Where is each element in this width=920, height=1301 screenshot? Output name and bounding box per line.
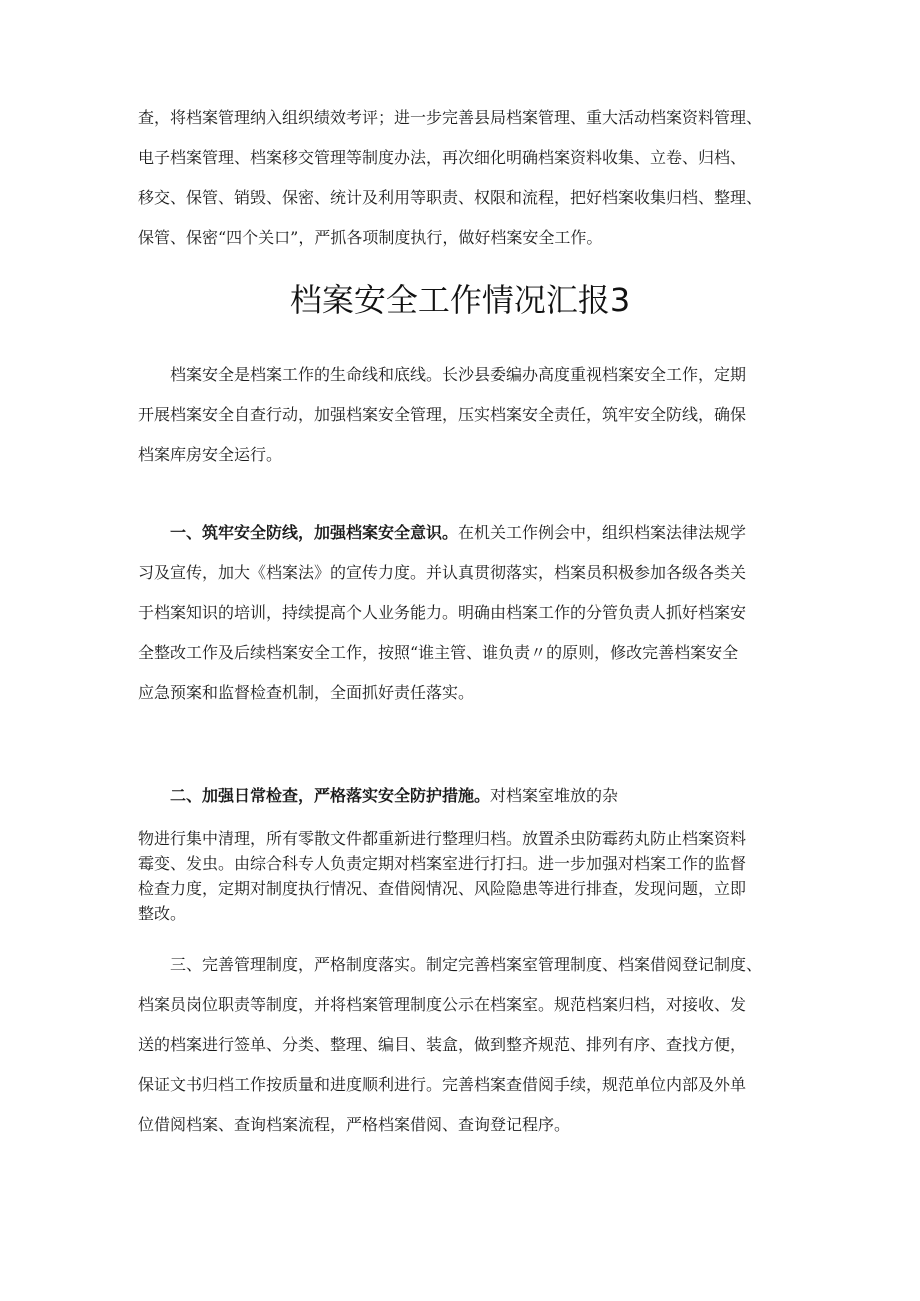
paragraph-line: 三、完善管理制度，严格制度落实。制定完善档案室管理制度、档案借阅登记制度、: [170, 955, 763, 974]
section-2-lead-text: 对档案室堆放的杂: [490, 786, 619, 805]
paragraph-line: 检查力度，定期对制度执行情况、查借阅情况、风险隐患等进行排查，发现问题，立即: [138, 879, 747, 898]
paragraph-line: 档案员岗位职责等制度，并将档案管理制度公示在档案室。规范档案归档，对接收、发: [138, 995, 747, 1014]
section-1-lead-text: 在机关工作例会中，组织档案法律法规学: [458, 523, 747, 542]
paragraph-line: 物进行集中清理，所有零散文件都重新进行整理归档。放置杀虫防霉药丸防止档案资料: [138, 829, 747, 848]
section-1: [138, 513, 798, 713]
document-title: 档案安全工作情况汇报3: [289, 281, 631, 319]
intro-line: 保管、保密“四个关口”，严抓各项制度执行，做好档案安全工作。: [138, 228, 603, 247]
intro-line: 查，将档案管理纳入组织绩效考评；进一步完善县局档案管理、重大活动档案资料管理、: [138, 108, 763, 127]
paragraph-line: 档案库房安全运行。: [138, 445, 283, 464]
paragraph-line: 霉变、发虫。由综合科专人负责定期对档案室进行打扫。进一步加强对档案工作的监督: [138, 854, 747, 873]
section-2-heading: 二、加强日常检查，严格落实安全防护措施。: [170, 786, 491, 805]
paragraph-line: 开展档案安全自查行动，加强档案安全管理，压实档案安全责任，筑牢安全防线，确保: [138, 405, 747, 424]
paragraph-line: 送的档案进行签单、分类、整理、编目、装盒，做到整齐规范、排列有序、查找方便，: [138, 1035, 747, 1054]
section-2-body: [138, 826, 798, 926]
section-2-first-line: [138, 776, 798, 816]
section-2-heading-line: [138, 776, 798, 816]
paragraph-line: 应急预案和监督检查机制，全面抓好责任落实。: [138, 683, 475, 702]
paragraph-line: 于档案知识的培训，持续提高个人业务能力。明确由档案工作的分管负责人抓好档案安: [138, 603, 747, 622]
intro-paragraph: [138, 98, 798, 258]
paragraph-line: 档案安全是档案工作的生命线和底线。长沙县委编办高度重视档案安全工作，定期: [170, 365, 747, 384]
paragraph-line: 全整改工作及后续档案安全工作，按照“谁主管、谁负责〃的原则，修改完善档案安全: [138, 643, 739, 662]
paragraph-line: 整改。: [138, 904, 187, 923]
paragraph-line: 习及宣传，加大《档案法》的宣传力度。并认真贯彻落实，档案员积极参加各级各类关: [138, 563, 747, 582]
opening-paragraph: [138, 355, 798, 475]
section-1-heading: 一、筑牢安全防线，加强档案安全意识。: [170, 523, 459, 542]
section-1-first-line: [138, 513, 798, 553]
paragraph-line: 位借阅档案、查询档案流程，严格档案借阅、查询登记程序。: [138, 1115, 571, 1134]
intro-line: 移交、保管、销毁、保密、统计及利用等职责、权限和流程，把好档案收集归档、整理、: [138, 188, 763, 207]
paragraph-line: 保证文书归档工作按质量和进度顺利进行。完善档案查借阅手续，规范单位内部及外单: [138, 1075, 747, 1094]
intro-line: 电子档案管理、档案移交管理等制度办法，再次细化明确档案资料收集、立卷、归档、: [138, 148, 747, 167]
section-3: [138, 945, 798, 1145]
